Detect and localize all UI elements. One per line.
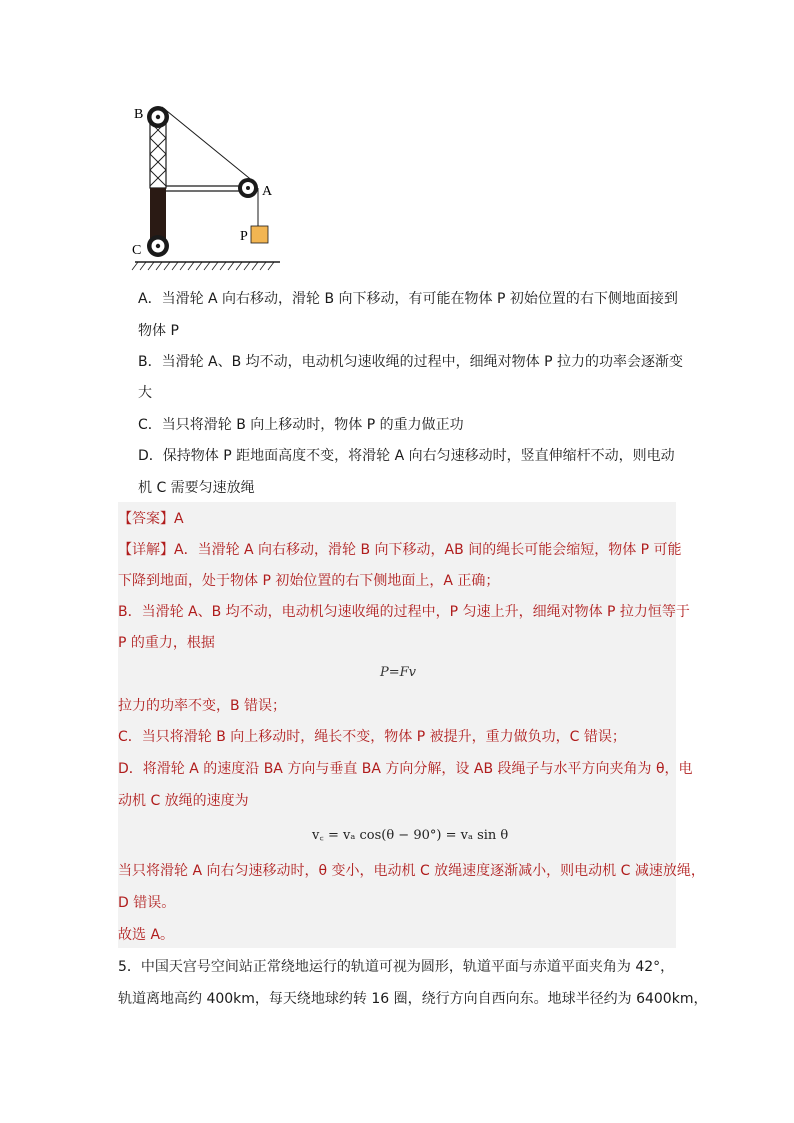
detail-line: 故选 A。 [118, 927, 175, 943]
detail-line: D．将滑轮 A 的速度沿 BA 方向与垂直 BA 方向分解，设 AB 段绳子与水平方向夹角为 θ，电 [118, 761, 693, 777]
formula-velocity: v꜀ = vₐ cos(θ − 90°) = vₐ sin θ [312, 828, 509, 843]
label-b: B [134, 107, 144, 122]
detail-line: C．当只将滑轮 B 向上移动时，绳长不变，物体 P 被提升，重力做负功，C 错误； [118, 729, 626, 745]
ground-hatch [132, 262, 274, 270]
pulley-diagram [130, 100, 290, 275]
formula-power: P=Fv [380, 665, 417, 680]
label-a: A [262, 184, 273, 199]
option-b-line2: 大 [138, 385, 152, 401]
detail-line: P 的重力，根据 [118, 635, 215, 651]
answer-panel [118, 502, 676, 948]
block-p [251, 226, 268, 243]
option-b-line1: B．当滑轮 A、B 均不动，电动机匀速收绳的过程中，细绳对物体 P 拉力的功率会逐渐变 [138, 354, 684, 370]
detail-line: 拉力的功率不变，B 错误； [118, 698, 287, 714]
detail-line: 下降到地面，处于物体 P 初始位置的右下侧地面上，A 正确； [118, 573, 500, 589]
pulley-diagram-svg [130, 100, 290, 275]
label-c: C [132, 243, 142, 258]
mast-cross-bracing [150, 122, 166, 186]
motor-block [150, 188, 166, 240]
option-a-line2: 物体 P [138, 323, 179, 339]
detail-line: 【详解】A．当滑轮 A 向右移动，滑轮 B 向下移动，AB 间的绳长可能会缩短，物体 P 可能 [118, 542, 682, 558]
question-5-line1: 5．中国天宫号空间站正常绕地运行的轨道可视为圆形，轨道平面与赤道平面夹角为 42°， [118, 959, 675, 975]
detail-line: B．当滑轮 A、B 均不动，电动机匀速收绳的过程中，P 匀速上升，细绳对物体 P 拉力恒等于 [118, 604, 690, 620]
detail-line: 当只将滑轮 A 向右匀速移动时，θ 变小，电动机 C 放绳速度逐渐减小，则电动机 C 减速放绳， [118, 863, 705, 879]
rope-ba [162, 107, 254, 182]
detail-line: D 错误。 [118, 895, 176, 911]
option-d-line2: 机 C 需要匀速放绳 [138, 480, 255, 496]
option-c-line1: C．当只将滑轮 B 向上移动时，物体 P 的重力做正功 [138, 417, 464, 433]
question-5-line2: 轨道离地高约 400km，每天绕地球约转 16 圈，绕行方向自西向东。地球半径约为 6400km， [118, 991, 708, 1007]
option-a-line1: A．当滑轮 A 向右移动，滑轮 B 向下移动，有可能在物体 P 初始位置的右下侧地面接到 [138, 291, 678, 307]
label-p: P [240, 229, 248, 244]
detail-line: 动机 C 放绳的速度为 [118, 793, 249, 809]
option-d-line1: D．保持物体 P 距地面高度不变，将滑轮 A 向右匀速移动时，竖直伸缩杆不动，则电动 [138, 448, 675, 464]
answer-label: 【答案】A [118, 511, 184, 527]
